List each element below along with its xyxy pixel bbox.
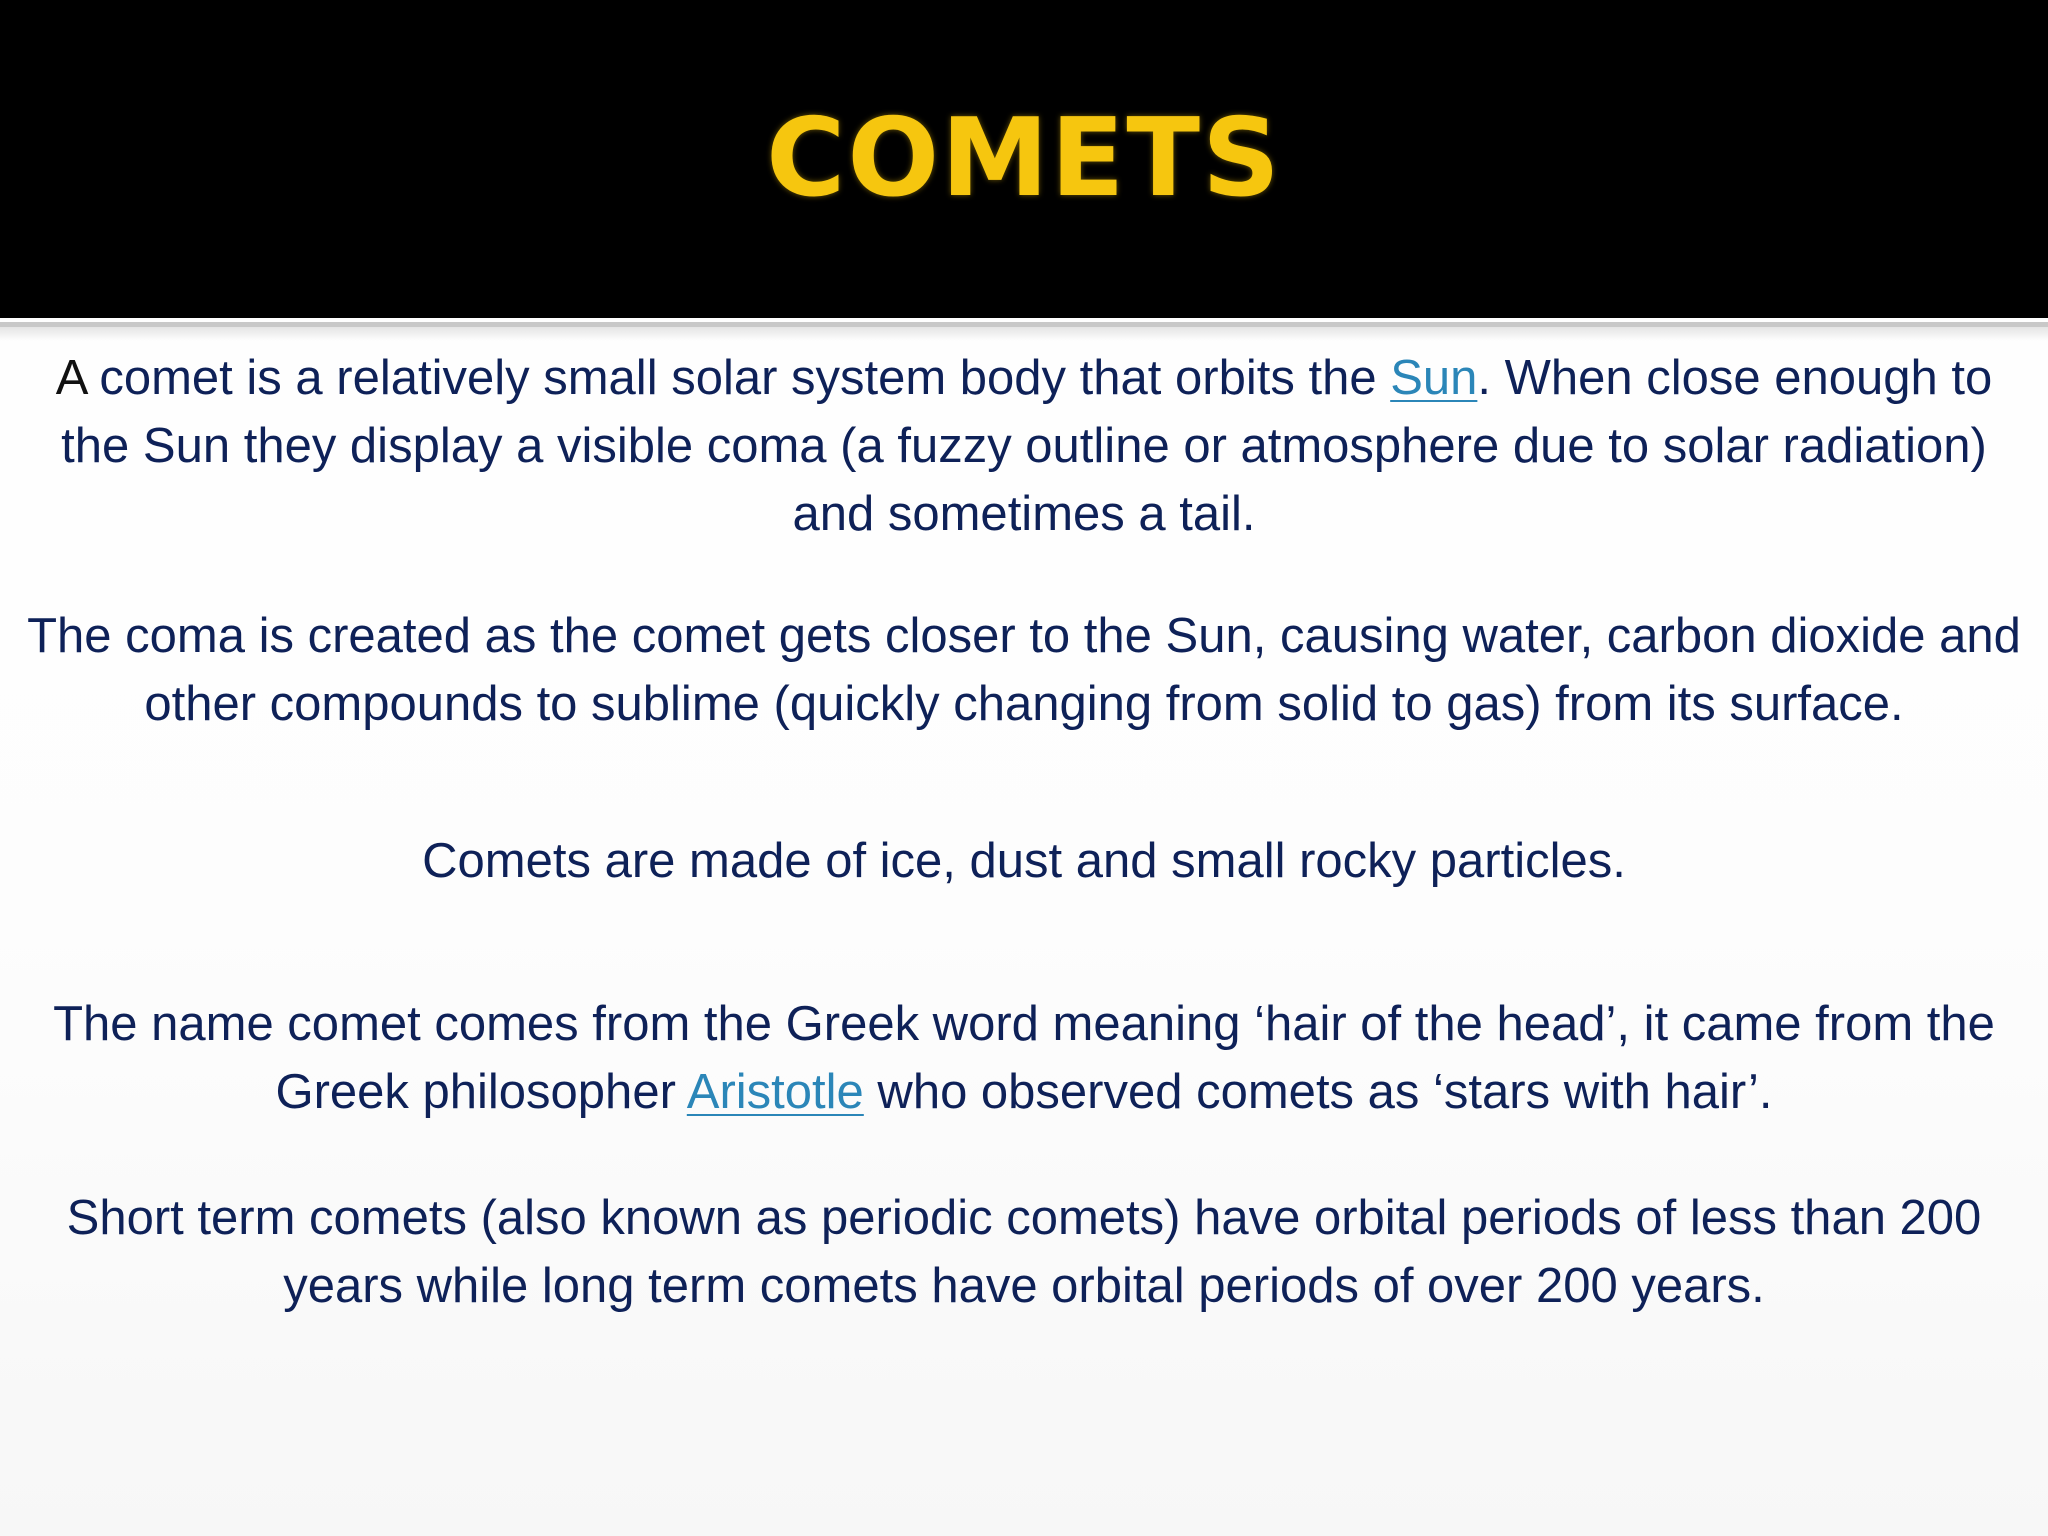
paragraph-text: . When close enough to the Sun they display a visible coma (a fuzzy outline or atmosphere due to solar radiation) and sometimes a tail.: [61, 351, 1993, 541]
paragraph-text: who observed comets as ‘stars with hair’.: [863, 1065, 1773, 1119]
paragraph-comet-definition: [20, 344, 2028, 548]
paragraph-text: The name comet comes from the Greek word meaning ‘hair of the head’, it came from the Greek philosopher: [53, 997, 1995, 1119]
paragraph-orbital-periods: Short term comets (also known as periodic comets) have orbital periods of less than 200 years while long term comets have orbital periods of over 200 years.: [66, 1191, 1982, 1313]
paragraph-name-origin: [20, 990, 2028, 1126]
aristotle-link[interactable]: Aristotle: [686, 1065, 864, 1119]
paragraph-coma-formation: The coma is created as the comet gets closer to the Sun, causing water, carbon dioxide and other compounds to sublime (quickly changing from solid to gas) from its surface.: [27, 609, 2021, 731]
slide-title: COMETS: [766, 96, 1282, 221]
paragraph-text: comet is a relatively small solar system body that orbits the: [85, 351, 1391, 405]
header-divider-shadow: [0, 327, 2048, 341]
paragraph-lead-word: A: [55, 351, 86, 405]
title-bar: [0, 0, 2048, 318]
paragraph-comet-composition: Comets are made of ice, dust and small rocky particles.: [422, 834, 1626, 888]
sun-link[interactable]: Sun: [1390, 351, 1478, 405]
